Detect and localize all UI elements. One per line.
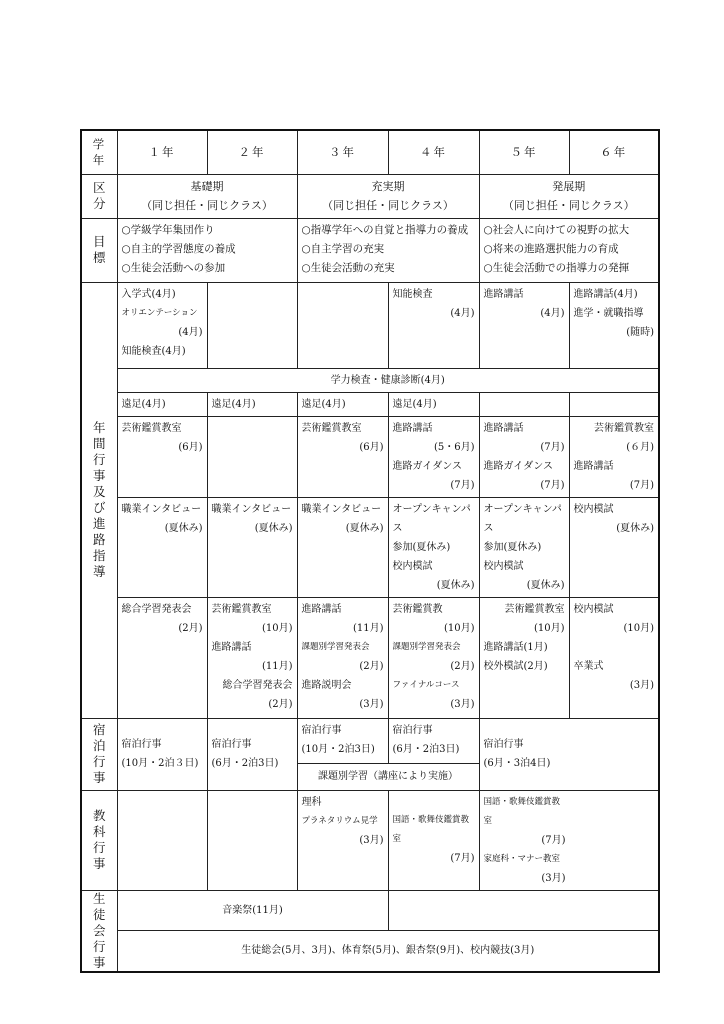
goal-item: ○自主的学習態度の養成 <box>121 242 236 255</box>
event-text: 宿泊行事 <box>483 739 524 750</box>
event-month: (7月) <box>540 479 565 491</box>
phase-name: 発展期 <box>552 179 586 193</box>
council-common-events: 生徒総会(5月、3月)、体育祭(5月)、銀杏祭(9月)、校内競技(3月) <box>117 931 659 972</box>
division-label: 区分 <box>81 174 117 218</box>
goals-enrich <box>297 218 479 282</box>
event-month: (2月) <box>450 660 475 672</box>
annual4-y5 <box>479 497 569 597</box>
goals-basic <box>117 218 297 282</box>
annual3-y3 <box>297 416 388 497</box>
event-text: 校内模試 <box>573 503 614 515</box>
annual-y5-cell <box>479 282 569 368</box>
event-text: 芸術鑑賞教 <box>392 603 443 615</box>
division-row <box>81 174 659 218</box>
stay-y2 <box>207 718 297 790</box>
annual5-y3 <box>297 597 388 718</box>
goal-item: ○社会人に向けての視野の拡大 <box>483 223 630 236</box>
event-text: (10月・2泊3日) <box>301 743 375 755</box>
annual-y6-cell <box>569 282 659 368</box>
annual4-y4 <box>388 497 479 597</box>
event-text: 校内模試 <box>392 560 433 572</box>
excursion-y2: 遠足(4月) <box>207 392 297 416</box>
year-2-header: ２年 <box>207 130 297 174</box>
subject-label: 教科行事 <box>81 790 117 890</box>
year-4-header: ４年 <box>388 130 479 174</box>
phase-develop <box>479 174 659 218</box>
event-month: (6月) <box>178 441 203 453</box>
annual-row-1 <box>81 282 659 368</box>
event-text: 進学・就職指導 <box>573 307 644 319</box>
event-text: (6月・2泊3日) <box>211 758 279 769</box>
council-common-row <box>81 931 659 972</box>
subject-row <box>81 790 659 890</box>
excursion-y3: 遠足(4月) <box>297 392 388 416</box>
event-text: 進路講話(4月) <box>573 288 638 300</box>
common-health-check: 学力検査・健康診断(4月) <box>117 368 659 392</box>
event-text: (6月・3泊4日) <box>483 758 551 769</box>
event-text: 進路講話 <box>301 603 342 615</box>
event-text: 芸術鑑賞教室 <box>301 422 362 434</box>
event-text: 進路ガイダンス <box>483 460 553 472</box>
event-month: (夏休み) <box>164 522 203 534</box>
phase-note: （同じ担任・同じクラス） <box>322 198 454 212</box>
event-text: 職業インタビュー <box>211 503 292 515</box>
event-month: (夏休み) <box>345 522 384 534</box>
annual-row-2 <box>81 392 659 416</box>
event-month: (2月) <box>178 622 203 634</box>
year-1-header: １年 <box>117 130 207 174</box>
event-month: (3月) <box>359 698 384 710</box>
event-month: (夏休み) <box>254 522 293 534</box>
event-text: 進路説明会 <box>301 679 352 691</box>
event-month: (10月) <box>623 622 654 634</box>
annual-y4-cell <box>388 282 479 368</box>
event-text: 宿泊行事 <box>301 724 342 736</box>
subject-y4 <box>388 790 479 890</box>
event-month: (3月) <box>359 834 384 846</box>
event-text: オリエンテーション <box>121 307 198 318</box>
event-text: 課題別学習発表会 <box>301 641 370 652</box>
annual5-y5 <box>479 597 569 718</box>
event-text: 芸術鑑賞教室 <box>121 422 182 434</box>
event-text: 芸術鑑賞教室 <box>211 603 272 615</box>
stay-label: 宿泊行事 <box>81 718 117 790</box>
excursion-y6 <box>569 392 659 416</box>
stay-row <box>81 718 659 763</box>
event-month: (7月) <box>540 441 565 453</box>
event-text: (10月・2泊３日) <box>121 758 199 769</box>
event-month: (2月) <box>268 698 293 710</box>
event-text: 理科 <box>301 796 322 808</box>
event-text: 宿泊行事 <box>392 724 433 736</box>
goal-item: ○学級学年集団作り <box>121 223 215 236</box>
council-label: 生徒会行事 <box>81 890 117 972</box>
year-6-header: ６年 <box>569 130 659 174</box>
event-month: (4月) <box>450 307 475 319</box>
phase-basic <box>117 174 297 218</box>
annual-y2-cell <box>207 282 297 368</box>
event-text: 宿泊行事 <box>211 739 252 750</box>
event-text: (6月・2泊3日) <box>392 743 460 755</box>
event-text: 課題別学習発表会 <box>392 641 461 652</box>
event-month: (夏休み) <box>616 522 654 534</box>
event-month: (10月) <box>261 622 293 634</box>
council-row <box>81 890 659 931</box>
annual3-y1 <box>117 416 207 497</box>
stay-y4 <box>388 718 479 763</box>
phase-name: 基礎期 <box>190 179 224 193</box>
annual5-y1 <box>117 597 207 718</box>
annual-common-row <box>81 368 659 392</box>
stay-y3 <box>297 718 388 763</box>
event-text: 職業インタビュー <box>301 503 382 515</box>
event-text: 国語・歌舞伎鑑賞教室 <box>392 814 470 844</box>
annual5-y4 <box>388 597 479 718</box>
event-text: 総合学習発表会 <box>222 679 293 691</box>
grade-label: 学年 <box>81 130 117 174</box>
annual3-y4 <box>388 416 479 497</box>
annual4-y2 <box>207 497 297 597</box>
event-month: (夏休み) <box>436 579 475 591</box>
goal-item: ○生徒会活動での指導力の発揮 <box>483 261 630 274</box>
event-month: (夏休み) <box>526 579 565 591</box>
annual3-y5 <box>479 416 569 497</box>
goal-item: ○自主学習の充実 <box>301 242 385 255</box>
event-month: (5・6月) <box>433 441 475 453</box>
event-text: 進路ガイダンス <box>392 460 462 472</box>
event-text: オープンキャンパス <box>392 503 471 534</box>
event-text: 進路講話 <box>392 422 433 434</box>
goal-item: ○生徒会活動の充実 <box>301 261 395 274</box>
event-month: (7月) <box>541 834 566 846</box>
goal-item: ○将来の進路選択能力の育成 <box>483 242 619 255</box>
event-text: 参加(夏休み) <box>392 541 451 553</box>
event-month: (4月) <box>178 326 203 338</box>
year-5-header: ５年 <box>479 130 569 174</box>
annual5-y2 <box>207 597 297 718</box>
event-month: (10月) <box>443 622 475 634</box>
event-month: (11月) <box>352 622 384 634</box>
event-text: 校内模試 <box>483 560 524 572</box>
event-text: 家庭科・マナー教室 <box>483 853 561 864</box>
event-text: ファイナルコース <box>392 679 460 690</box>
event-text: オープンキャンパス <box>483 503 562 534</box>
goals-row <box>81 218 659 282</box>
annual-y1-cell <box>117 282 207 368</box>
event-month: (3月) <box>541 872 566 884</box>
subject-y56 <box>479 790 659 890</box>
excursion-y1: 遠足(4月) <box>117 392 207 416</box>
event-text: 進路講話 <box>483 288 524 300</box>
goals-label: 目標 <box>81 218 117 282</box>
event-text: 入学式(4月) <box>121 288 176 300</box>
annual-y3-cell <box>297 282 388 368</box>
annual4-y3 <box>297 497 388 597</box>
event-text: 卒業式 <box>573 660 604 672</box>
annual-row-3 <box>81 416 659 497</box>
event-text: 国語・歌舞伎鑑賞教室 <box>483 796 561 826</box>
phase-note: （同じ担任・同じクラス） <box>141 198 273 212</box>
event-month: (3月) <box>450 698 475 710</box>
annual4-y1 <box>117 497 207 597</box>
stay-y56 <box>479 718 659 790</box>
school-schedule-table <box>80 129 660 973</box>
subject-y1 <box>117 790 207 890</box>
phase-name: 充実期 <box>371 179 405 193</box>
annual5-y6 <box>569 597 659 718</box>
goal-item: ○指導学年への自覚と指導力の養成 <box>301 223 469 236</box>
annual3-y2 <box>207 416 297 497</box>
event-text: 総合学習発表会 <box>121 603 192 615</box>
annual-row-5 <box>81 597 659 718</box>
event-month: (11月) <box>261 660 293 672</box>
annual4-y6 <box>569 497 659 597</box>
grade-header-row <box>81 130 659 174</box>
event-text: 知能検査 <box>392 288 433 300</box>
annual-events-label: 年間行事及び進路指導 <box>81 282 117 718</box>
event-text: プラネタリウム見学 <box>301 815 378 826</box>
music-festival: 音楽祭(11月) <box>117 890 388 931</box>
subject-y2 <box>207 790 297 890</box>
event-text: 芸術鑑賞教室 <box>594 422 654 434</box>
excursion-y4: 遠足(4月) <box>388 392 479 416</box>
event-text: 校外模試(2月) <box>483 660 548 672</box>
event-month: (7月) <box>450 479 475 491</box>
event-text: 進路講話(1月) <box>483 641 548 653</box>
event-month: (2月) <box>359 660 384 672</box>
event-text: 職業インタビュー <box>121 503 202 515</box>
goal-item: ○生徒会活動への参加 <box>121 261 226 274</box>
event-month: (7月) <box>450 852 475 864</box>
event-text: 宿泊行事 <box>121 739 162 750</box>
event-month: (６月) <box>626 441 654 453</box>
event-text: 知能検査(4月) <box>121 345 186 357</box>
goals-develop <box>479 218 659 282</box>
event-text: 芸術鑑賞教室 <box>504 603 565 615</box>
stay-y1 <box>117 718 207 790</box>
council-blank <box>388 890 659 931</box>
annual3-y6 <box>569 416 659 497</box>
topic-study-common: 課題別学習（講座により実施） <box>297 763 479 790</box>
event-text: 進路講話 <box>483 422 524 434</box>
event-month: (7月) <box>629 479 654 491</box>
phase-note: （同じ担任・同じクラス） <box>502 198 635 212</box>
event-text: 進路講話 <box>573 460 614 472</box>
year-3-header: ３年 <box>297 130 388 174</box>
event-text: 校内模試 <box>573 603 614 615</box>
event-month: (6月) <box>359 441 384 453</box>
event-text: 参加(夏休み) <box>483 541 542 553</box>
annual-row-4 <box>81 497 659 597</box>
event-text: 進路講話 <box>211 641 252 653</box>
subject-y3 <box>297 790 388 890</box>
event-month: (10月) <box>533 622 565 634</box>
phase-enrich <box>297 174 479 218</box>
event-month: (3月) <box>629 679 654 691</box>
event-month: (随時) <box>626 326 654 338</box>
excursion-y5 <box>479 392 569 416</box>
event-month: (4月) <box>540 307 565 319</box>
